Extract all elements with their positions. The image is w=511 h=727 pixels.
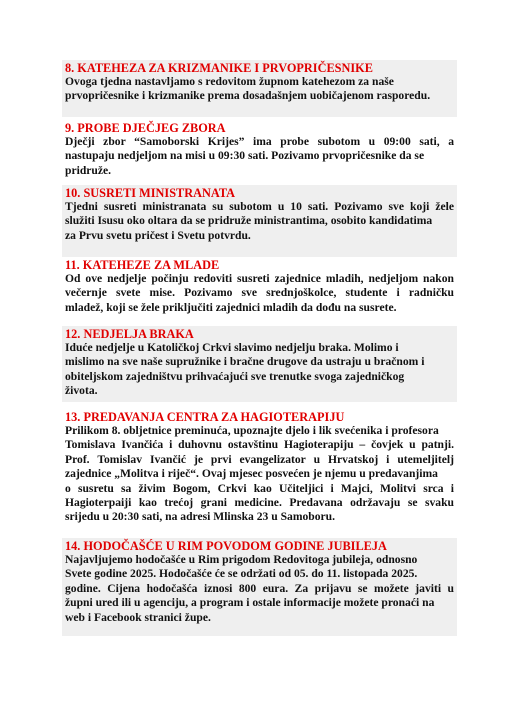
body-line: Prilikom 8. obljetnice preminuća, upoznajte djelo i lik svećenika i profesora <box>65 424 439 437</box>
body-line: Tjedni susreti ministranata su subotom u 10 sati. Pozivamo sve koji žele <box>65 200 454 213</box>
body-line: Svete godine 2025. Hodočašće će se održati od 05. do 11. listopada 2025. <box>65 567 418 581</box>
body-line: mladež, koji se žele priključiti zajednici mladih da dođu na susrete. <box>65 300 397 314</box>
body-line: Tomislava Ivančića i duhovnu ostavštinu Hagioterapiju – čovjek u patnji. <box>65 438 454 452</box>
section-marriage-sunday <box>62 326 457 402</box>
body-line: srijedu u 20:30 sati, na adresi Mlinska 23 u Samoboru. <box>65 510 336 524</box>
body-line: godine. Cijena hodočašća iznosi 800 eura. Za prijavu se možete javiti u <box>65 581 454 595</box>
body-line: Ovoga tjedna nastavljamo s redovitom župnom katehezom za naše <box>65 75 394 88</box>
body-line: župni ured ili u agenciju, a program i ostale informacije možete pronaći na <box>65 596 435 610</box>
section-body <box>65 424 454 525</box>
section-heading: 10. SUSRETI MINISTRANATA <box>65 186 236 200</box>
section-heading: 14. HODOČAŠĆE U RIM POVODOM GODINE JUBILEJA <box>65 539 387 553</box>
body-line: Od ove nedjelje počinju redoviti susreti zajednice mladih, nedjeljom nakon <box>65 272 454 285</box>
body-line: Dječji zbor “Samoborski Krijes” ima probe subotom u 09:00 sati, a <box>65 135 454 148</box>
section-body <box>65 553 454 625</box>
body-line: Hagioterpaiji kao trećoj grani medicine. Predavana održavaju se svaku <box>65 496 454 510</box>
section-body <box>65 200 454 243</box>
body-line: nastupaju nedjeljom na misi u 09:30 sati. Pozivamo prvopričesnike da se <box>65 149 425 163</box>
body-line: Iduće nedjelje u Katoličkoj Crkvi slavimo nedjelju braka. Molimo i <box>65 341 399 354</box>
body-line: Prof. Tomislav Ivančić je prvi evangelizator u Hrvatskoj i utemeljitelj <box>65 452 454 466</box>
section-rome-pilgrimage <box>62 538 457 636</box>
section-body <box>65 135 454 178</box>
section-catechesis-confirmation <box>62 60 457 117</box>
section-hagiotherapy-lectures <box>62 409 457 527</box>
body-line: večernje svete mise. Pozivamo sve srednjoškolce, studente i radničku <box>65 286 454 300</box>
body-line: Najavljujemo hodočašće u Rim prigodom Redovitoga jubileja, odnosno <box>65 553 418 566</box>
body-line: obiteljskom zajedništvu prihvaćajući sve trenutke svoga zajedničkog <box>65 369 405 383</box>
section-childrens-choir <box>62 120 457 178</box>
section-altar-servers <box>62 185 457 257</box>
body-line: zajednice „Molitva i riječ“. Ovaj mjesec posvećen je njemu u predavanjima <box>65 467 438 481</box>
section-heading: 12. NEDJELJA BRAKA <box>65 327 194 341</box>
body-line: pridruže. <box>65 163 112 177</box>
section-body <box>65 75 454 104</box>
body-line: života. <box>65 384 98 398</box>
body-line: mislimo na sve naše supružnike i bračne drugove da ustraju u bračnom i <box>65 355 425 369</box>
body-line: prvopričesnike i krizmanike prema dosadašnjem uobičajenom rasporedu. <box>65 89 431 103</box>
section-heading: 9. PROBE DJEČJEG ZBORA <box>65 121 226 135</box>
section-body <box>65 341 454 399</box>
section-heading: 11. KATEHEZE ZA MLADE <box>65 258 220 272</box>
section-heading: 13. PREDAVANJA CENTRA ZA HAGIOTERAPIJU <box>65 410 345 424</box>
body-line: web i Facebook stranici župe. <box>65 610 211 624</box>
section-body <box>65 272 454 315</box>
body-line: za Prvu svetu pričest i Svetu potvrdu. <box>65 228 251 242</box>
body-line: o susretu sa živim Bogom, Crkvi kao Učiteljici i Majci, Molitvi srca i <box>65 481 454 495</box>
section-heading: 8. KATEHEZA ZA KRIZMANIKE I PRVOPRIČESNIKE <box>65 61 373 75</box>
section-youth-catechesis <box>62 257 457 317</box>
body-line: služiti Isusu oko oltara da se pridruže ministrantima, osobito kandidatima <box>65 214 433 228</box>
